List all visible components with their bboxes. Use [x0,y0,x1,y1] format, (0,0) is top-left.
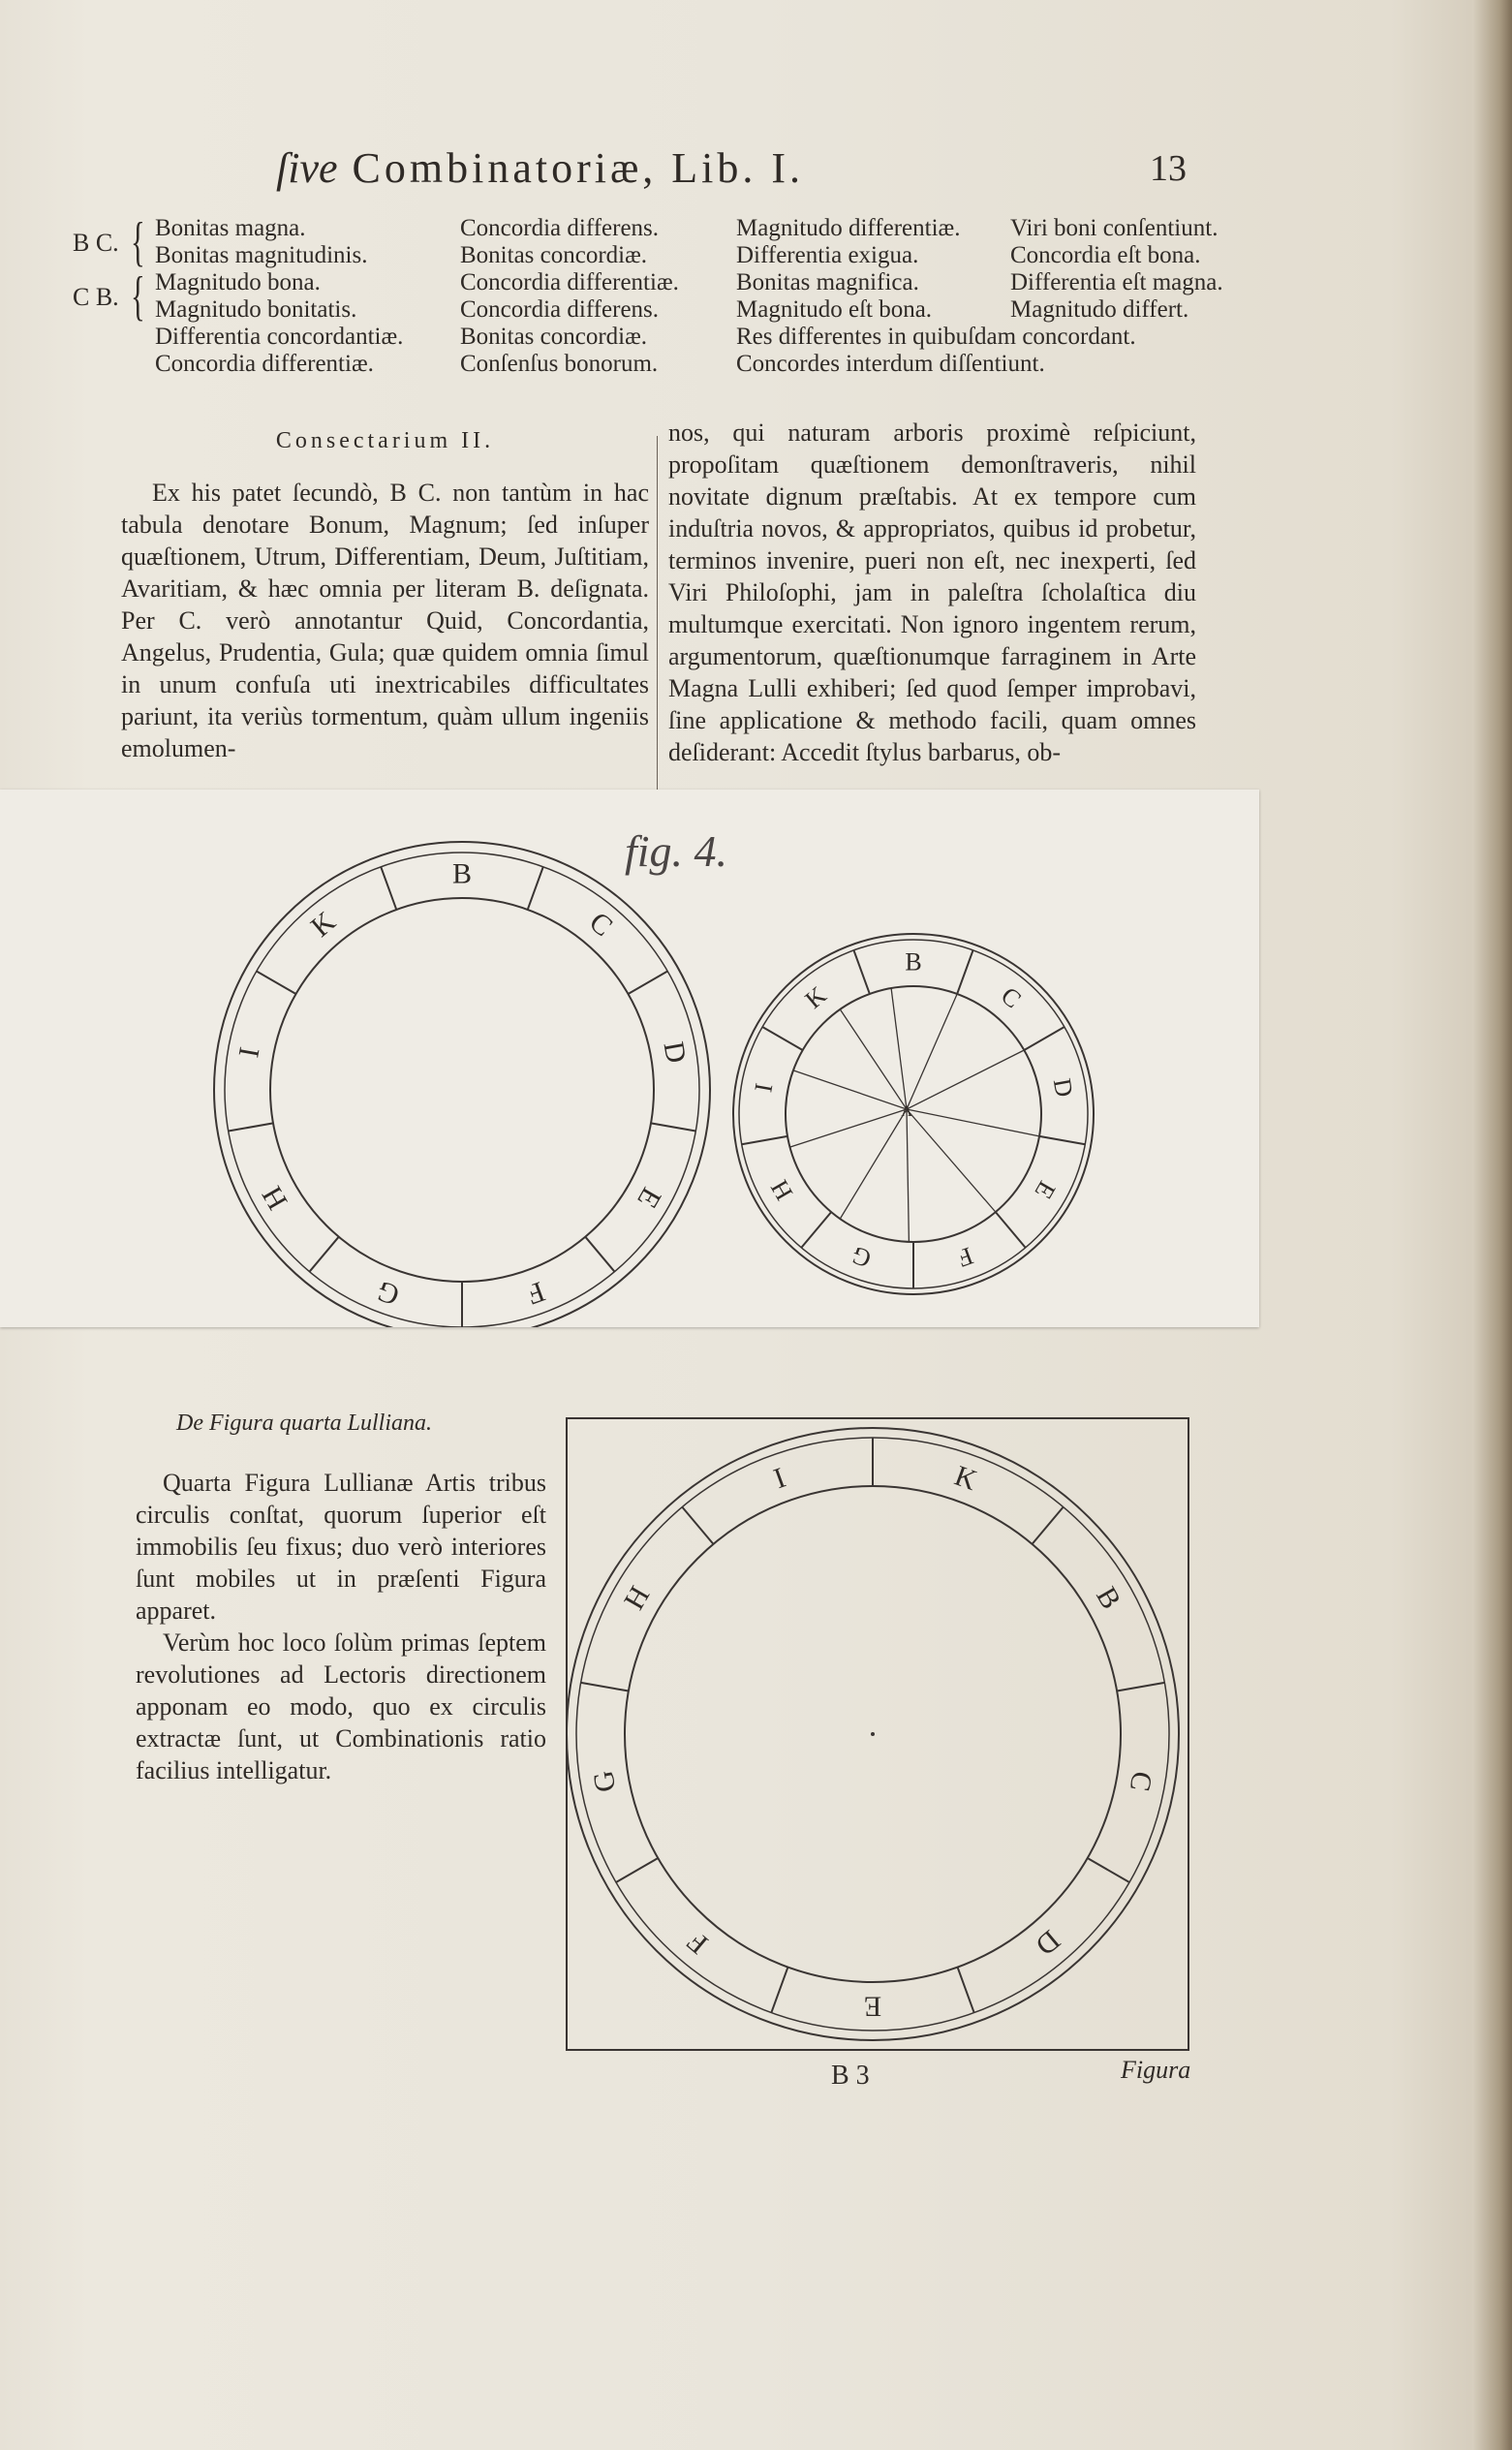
wheel-divider [742,1136,787,1144]
wheel-divider [1033,1507,1064,1544]
running-head-italic: ſive [276,144,338,192]
column-heading: Consectarium II. [275,428,495,453]
wheel-divider [1117,1683,1164,1691]
wheel-divider [682,1507,713,1544]
wheel-divider [762,1027,803,1050]
table-cell: Concordes interdum diſſentiunt. [736,351,1045,377]
wheel-divider [528,867,543,910]
fig4-center-dot [871,1732,875,1736]
table-cell: Bonitas magnifica. [736,269,919,295]
fig4-dividers [581,1438,1165,2013]
wheel-divider [628,972,667,995]
wheel-spoke [907,994,957,1109]
section-paragraph: Verùm hoc loco ſolùm primas ſeptem revolutiones ad Lectoris directionem apponam eo modo, quo ex circulis extractæ ſunt, ut Combinationis ratio facilius intelligatur. [136,1628,546,1784]
small-wheel-mid-ring [739,940,1088,1288]
wheel-letter: G [587,1768,623,1795]
wheel-divider [771,1968,787,2013]
page-number: 13 [1150,148,1187,189]
running-head-text: Combinatoriæ, Lib. I. [352,144,805,192]
wheel-divider [1039,1136,1085,1144]
small-wheel-outer-ring [733,934,1094,1294]
wheel-letter: I [232,1044,266,1061]
wheel-divider [1024,1027,1065,1050]
wheel-letter: G [848,1240,876,1274]
table-cell: Magnitudo differt. [1010,296,1189,323]
wheel-letter: B [1090,1581,1127,1615]
wheel-divider [381,867,396,910]
table-cell: Concordia differens. [460,215,660,241]
wheel-letter: C [583,906,619,944]
table-cell: Concordia differentiæ. [460,269,679,295]
signature-mark: B 3 [831,2061,870,2091]
table-cell: Differentia eſt magna. [1010,269,1223,295]
large-wheel-outer-ring [214,842,710,1327]
small-wheel-center-mark: A [901,1103,912,1120]
table-cell: Bonitas concordiæ. [460,324,648,350]
wheel-divider [310,1237,339,1272]
table-cell: Concordia eſt bona. [1010,242,1201,268]
column-divider [657,436,658,823]
section-body [136,1467,546,1786]
wheel-divider [616,1858,658,1882]
left-column [121,423,649,764]
wheel-divider [1088,1858,1129,1882]
wheel-letter: H [617,1580,657,1616]
left-column-text: Ex his patet ſecundò, B C. non tantùm in hac tabula denotare Bonum, Magnum; ſed inſuper quæſtionem, Utrum, Differentiam, Deum, Juſtitiam, Avaritiam, & hæc omnia per literam B. deſignata. Per C. verò annotantur Quid, Concordantia, Angelus, Prudentia, Gula; quæ quidem omnia ſimul in unum confuſa uti inextricabiles difficultates pariunt, ita veriùs tormentum, quàm ullum ingeniis emolumen- [121,479,649,762]
table-cell: Concordia differens. [460,296,660,323]
large-wheel-dividers [229,867,696,1327]
wheel-letter: B [451,857,473,890]
wheel-divider [801,1212,831,1248]
table-cell: Concordia differentiæ. [155,351,374,377]
wheel-letter: I [769,1461,790,1496]
page-edge [1472,0,1512,2450]
wheel-letter: C [995,981,1027,1014]
wheel-letter: F [522,1275,549,1311]
wheel-letter: K [799,980,832,1014]
small-wheel-dividers [742,947,1086,1288]
wheel-divider [996,1212,1026,1248]
wheel-letter: K [304,905,342,944]
table-cell: Magnitudo bonitatis. [155,296,357,323]
figure-four-frame [566,1417,1189,2051]
table-cell: Magnitudo bona. [155,269,321,295]
wheel-divider [585,1237,614,1272]
wheel-spoke [840,1009,907,1109]
wheel-letter: K [950,1459,981,1498]
right-column-text: nos, qui naturam arboris proximè reſpiciunt, propoſitam quæſtionem demonſtraveris, nihil novitate dignum præſtabis. At ex tempore cum induſtria novos, & appropriatos, quibus id probetur, terminos invenire, pueri non eſt, nec inexperti, ſed Viri Philoſophi, jam in paleſtra ſcholaſtica diu multumque exercitati. Non ignoro ingentem rerum, argumentorum, quæſtionumque farraginem in Arte Magna Lulli exhiberi; ſed quod ſemper improbavi, ſine applicatione & methodo facili, quam omnes deſiderant: Accedit ſtylus barbarus, ob- [668,419,1196,766]
wheel-spoke [907,1109,909,1242]
wheel-letter: H [764,1175,799,1205]
wheel-divider [651,1123,695,1131]
wheel-spoke [907,1050,1024,1109]
section-title: De Figura quarta Lulliana. [176,1411,433,1436]
wheel-letter: E [863,1990,882,2023]
wheel-letter: E [631,1182,667,1214]
fig4-letters [587,1460,1158,2023]
large-wheel-mid-ring [225,853,699,1327]
wheel-letter: C [1123,1769,1158,1794]
table-cell: Differentia exigua. [736,242,919,268]
wheel-divider [581,1683,629,1691]
small-wheel-inner-ring [786,986,1041,1242]
section-paragraph: Quarta Figura Lullianæ Artis tribus circulis conſtat, quorum ſuperior eſt immobilis ſeu fixus; duo verò interiores ſunt mobiles ut in præſenti Figura apparet. [136,1469,546,1625]
table-cell: Res differentes in quibuſdam concordant. [736,324,1136,350]
table-cell: Bonitas magnitudinis. [155,242,368,268]
wheel-letter: F [953,1241,977,1273]
table-cell: Bonitas concordiæ. [460,242,648,268]
wheel-letter: F [681,1925,715,1961]
wheel-spoke [789,1109,907,1147]
wheel-divider [957,950,972,994]
large-wheel-inner-ring [270,898,654,1282]
figure-four-svg [568,1419,1188,2049]
running-head [276,143,1245,202]
wheel-letter: E [1029,1176,1062,1204]
wheel-divider [229,1123,273,1131]
brace-cb: { [131,266,145,326]
wheel-divider [958,1968,974,2013]
combination-table [73,212,1264,389]
wheel-letter: H [256,1180,294,1216]
table-cell: Bonitas magna. [155,215,306,241]
pair-label-cb: C B. [73,283,119,311]
brace-bc: { [131,212,145,272]
table-cell: Magnitudo differentiæ. [736,215,961,241]
table-cell: Differentia concordantiæ. [155,324,404,350]
right-column [668,417,1196,768]
table-cell: Viri boni conſentiunt. [1010,215,1219,241]
wheel-spoke [793,1070,907,1109]
wheel-letter: I [749,1080,779,1095]
wheel-divider [257,972,296,995]
table-cell: Magnitudo eſt bona. [736,296,933,323]
small-wheel-spokes [789,988,1038,1242]
pair-label-bc: B C. [73,229,119,257]
large-wheel-letters [232,858,692,1312]
catchword: Figura [1121,2056,1191,2084]
wheel-divider [853,950,869,994]
wheel-letter: B [905,947,922,977]
running-head-title [276,143,804,193]
wheel-letter: G [372,1274,404,1312]
wheel-spoke [840,1109,907,1219]
wheel-letter: D [1029,1923,1066,1962]
table-cell: Conſenſus bonorum. [460,351,659,377]
wheel-letter: D [657,1039,693,1066]
wheel-letter: D [1047,1075,1079,1100]
wheel-spoke [891,988,907,1109]
figure-label: fig. 4. [625,826,728,876]
